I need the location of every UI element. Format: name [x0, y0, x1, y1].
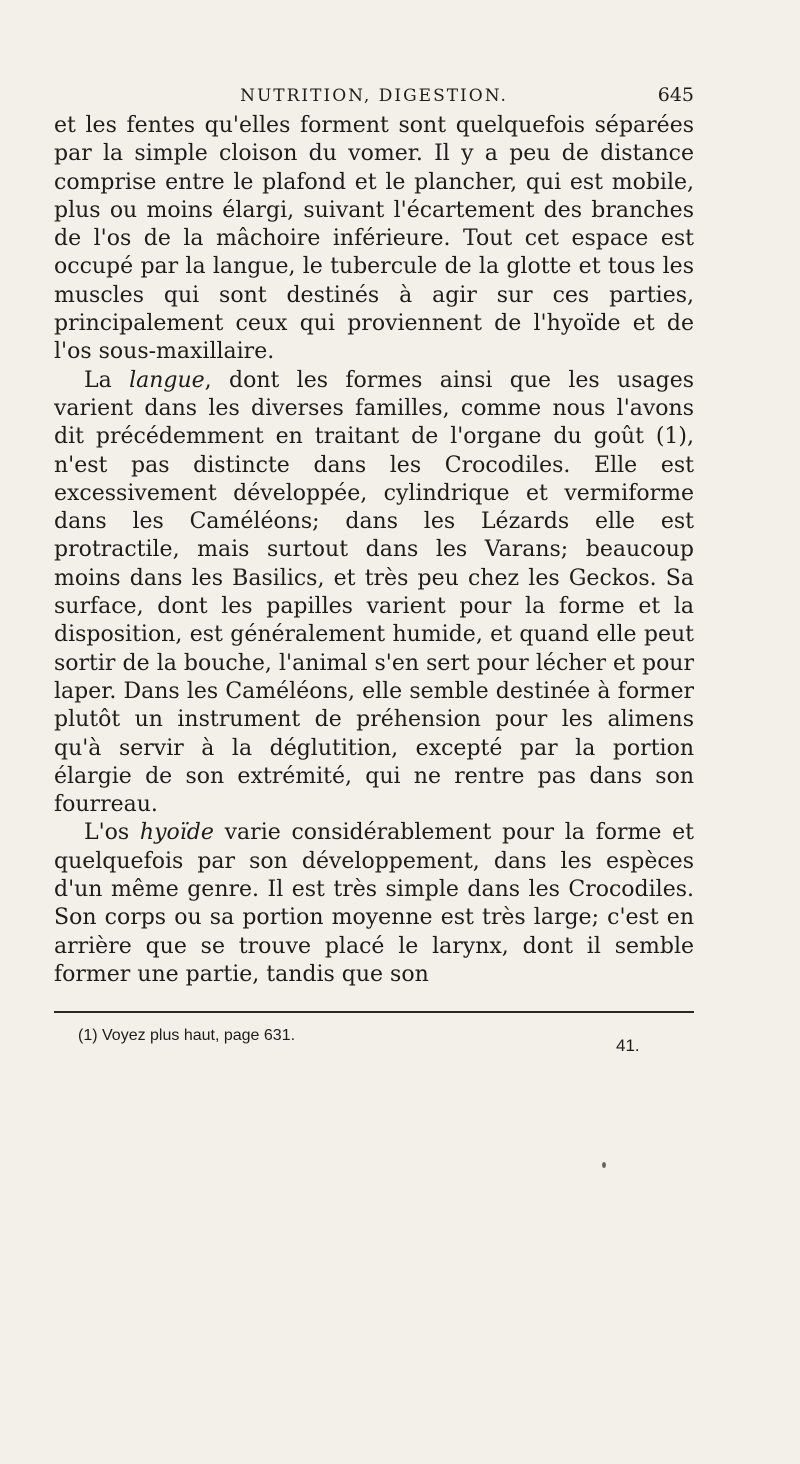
- page-number: 645: [657, 84, 694, 106]
- paragraph-3-term: hyoïde: [139, 820, 214, 846]
- signature-mark: 41.: [616, 1036, 640, 1055]
- paragraph-2-lead: La: [84, 367, 130, 393]
- footnote-rule: [54, 1011, 694, 1013]
- paragraph-2-text: , dont les formes ainsi que les usages varient dans les diverses familles, comme nous l'avons dit précédemment en traitant de l'organe du goût (1), n'est pas distincte dans les Crocodiles. Elle est excessivement développée, cylindrique et vermiforme dans les Caméléons; dans les Lézards elle est protractile, mais surtout dans les Varans; beaucoup moins dans les Basilics, et très peu chez les Geckos. Sa surface, dont les papilles varient pour la forme et la disposition, est généralement humide, et quand elle peut sortir de la bouche, l'animal s'en sert pour lécher et pour laper. Dans les Caméléons, elle semble destinée à former plutôt un instrument de préhension pour les alimens qu'à servir à la déglutition, excepté par la portion élargie de son extrémité, qui ne rentre pas dans son fourreau.: [54, 367, 694, 818]
- paragraph-3: [54, 819, 694, 989]
- paragraph-1: [54, 112, 694, 367]
- body-text: [54, 112, 694, 989]
- footnote: (1) Voyez plus haut, page 631.: [78, 1027, 296, 1045]
- paragraph-2-term: langue: [129, 367, 205, 393]
- paragraph-3-text: varie considérablement pour la forme et quelquefois par son développement, dans les espèces d'un même genre. Il est très simple dans les Crocodiles. Son corps ou sa portion moyenne est très large; c'est en arrière que se trouve placé le larynx, dont il semble former une partie, tandis que son: [54, 820, 694, 987]
- paragraph-2: [54, 367, 694, 820]
- running-title: NUTRITION, DIGESTION.: [240, 86, 508, 106]
- paragraph-1-text: et les fentes qu'elles forment sont quelquefois séparées par la simple cloison du vomer. Il y a peu de distance comprise entre le plafond et le plancher, qui est mobile, plus ou moins élargi, suivant l'écartement des branches de l'os de la mâchoire inférieure. Tout cet espace est occupé par la langue, le tubercule de la glotte et tous les muscles qui sont destinés à agir sur ces parties, principalement ceux qui proviennent de l'hyoïde et de l'os sous-maxillaire.: [54, 113, 694, 365]
- paragraph-3-lead: L'os: [84, 820, 140, 846]
- running-head: [54, 82, 694, 112]
- book-page: [54, 82, 694, 1045]
- paper-speck: [602, 1162, 606, 1168]
